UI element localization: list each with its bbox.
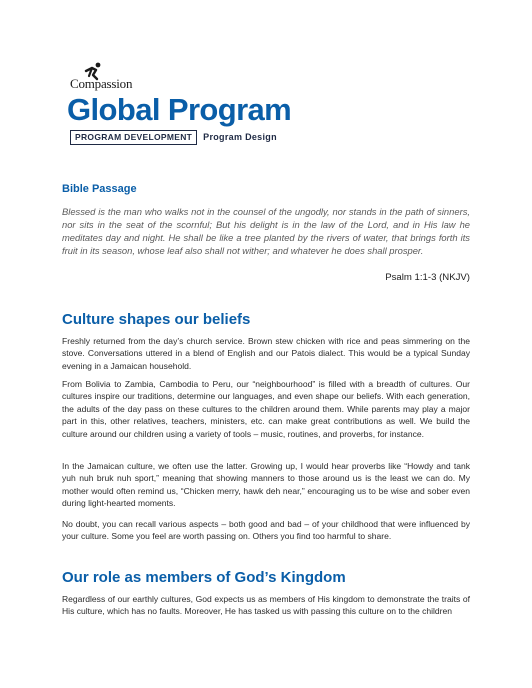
- paragraph: From Bolivia to Zambia, Cambodia to Peru, our “neighbourhood” is filled with a breadth of cultures. Our cultures inspire our traditions, determine our languages, and even shape our beliefs. With each generation, the adults of the day pass on these cultures to the children around them. While parents may play a major part in this, other relatives, teachers, ministers, etc. can make great contributions as well. We build the culture around our children using a variety of tools – music, routines, and proverbs, for instance.: [62, 379, 470, 439]
- compassion-logo: [70, 62, 270, 94]
- bible-citation: Psalm 1:1-3 (NKJV): [385, 272, 470, 283]
- paragraph: Freshly returned from the day’s church service. Brown stew chicken with rice and peas simmering on the stove. Conversations uttered in a blend of English and our Patois dialect. This would be a typical Sunday evening in a Jamaican household.: [62, 336, 470, 371]
- bible-passage-heading: Bible Passage: [62, 183, 137, 195]
- logo-wordmark: Compassion: [70, 76, 133, 91]
- section-heading-kingdom: Our role as members of God’s Kingdom: [62, 569, 346, 586]
- program-design-label: Program Design: [203, 132, 277, 142]
- paragraph: In the Jamaican culture, we often use the latter. Growing up, I would hear proverbs like “Howdy and tank yuh nuh bruk nuh sport,” meaning that showing manners to those around us is the least we can do. My mother would often remind us, “Chicken merry, hawk deh near,” encouraging us to be wise and sober even during light-hearted moments.: [62, 461, 470, 509]
- program-title: Global Program: [67, 92, 292, 127]
- section-heading-culture: Culture shapes our beliefs: [62, 311, 251, 328]
- paragraph: Regardless of our earthly cultures, God expects us as members of His kingdom to demonstrate the traits of His culture, which has no faults. Moreover, He has tasked us with passing this culture on to the children: [62, 594, 470, 617]
- bible-passage-text: Blessed is the man who walks not in the counsel of the ungodly, nor stands in the path of sinners, nor sits in the seat of the scornful; But his delight is in the law of the Lord, and in His law he meditates day and night. He shall be like a tree planted by the rivers of water, that brings forth its fruit in its season, whose leaf also shall not wither; and whatever he does shall prosper.: [62, 206, 470, 256]
- program-development-tag: PROGRAM DEVELOPMENT: [70, 130, 197, 145]
- paragraph: No doubt, you can recall various aspects – both good and bad – of your childhood that were influenced by your culture. Some you feel are worth passing on. Others you find too harmful to share.: [62, 519, 470, 542]
- program-tag-row: [70, 129, 277, 145]
